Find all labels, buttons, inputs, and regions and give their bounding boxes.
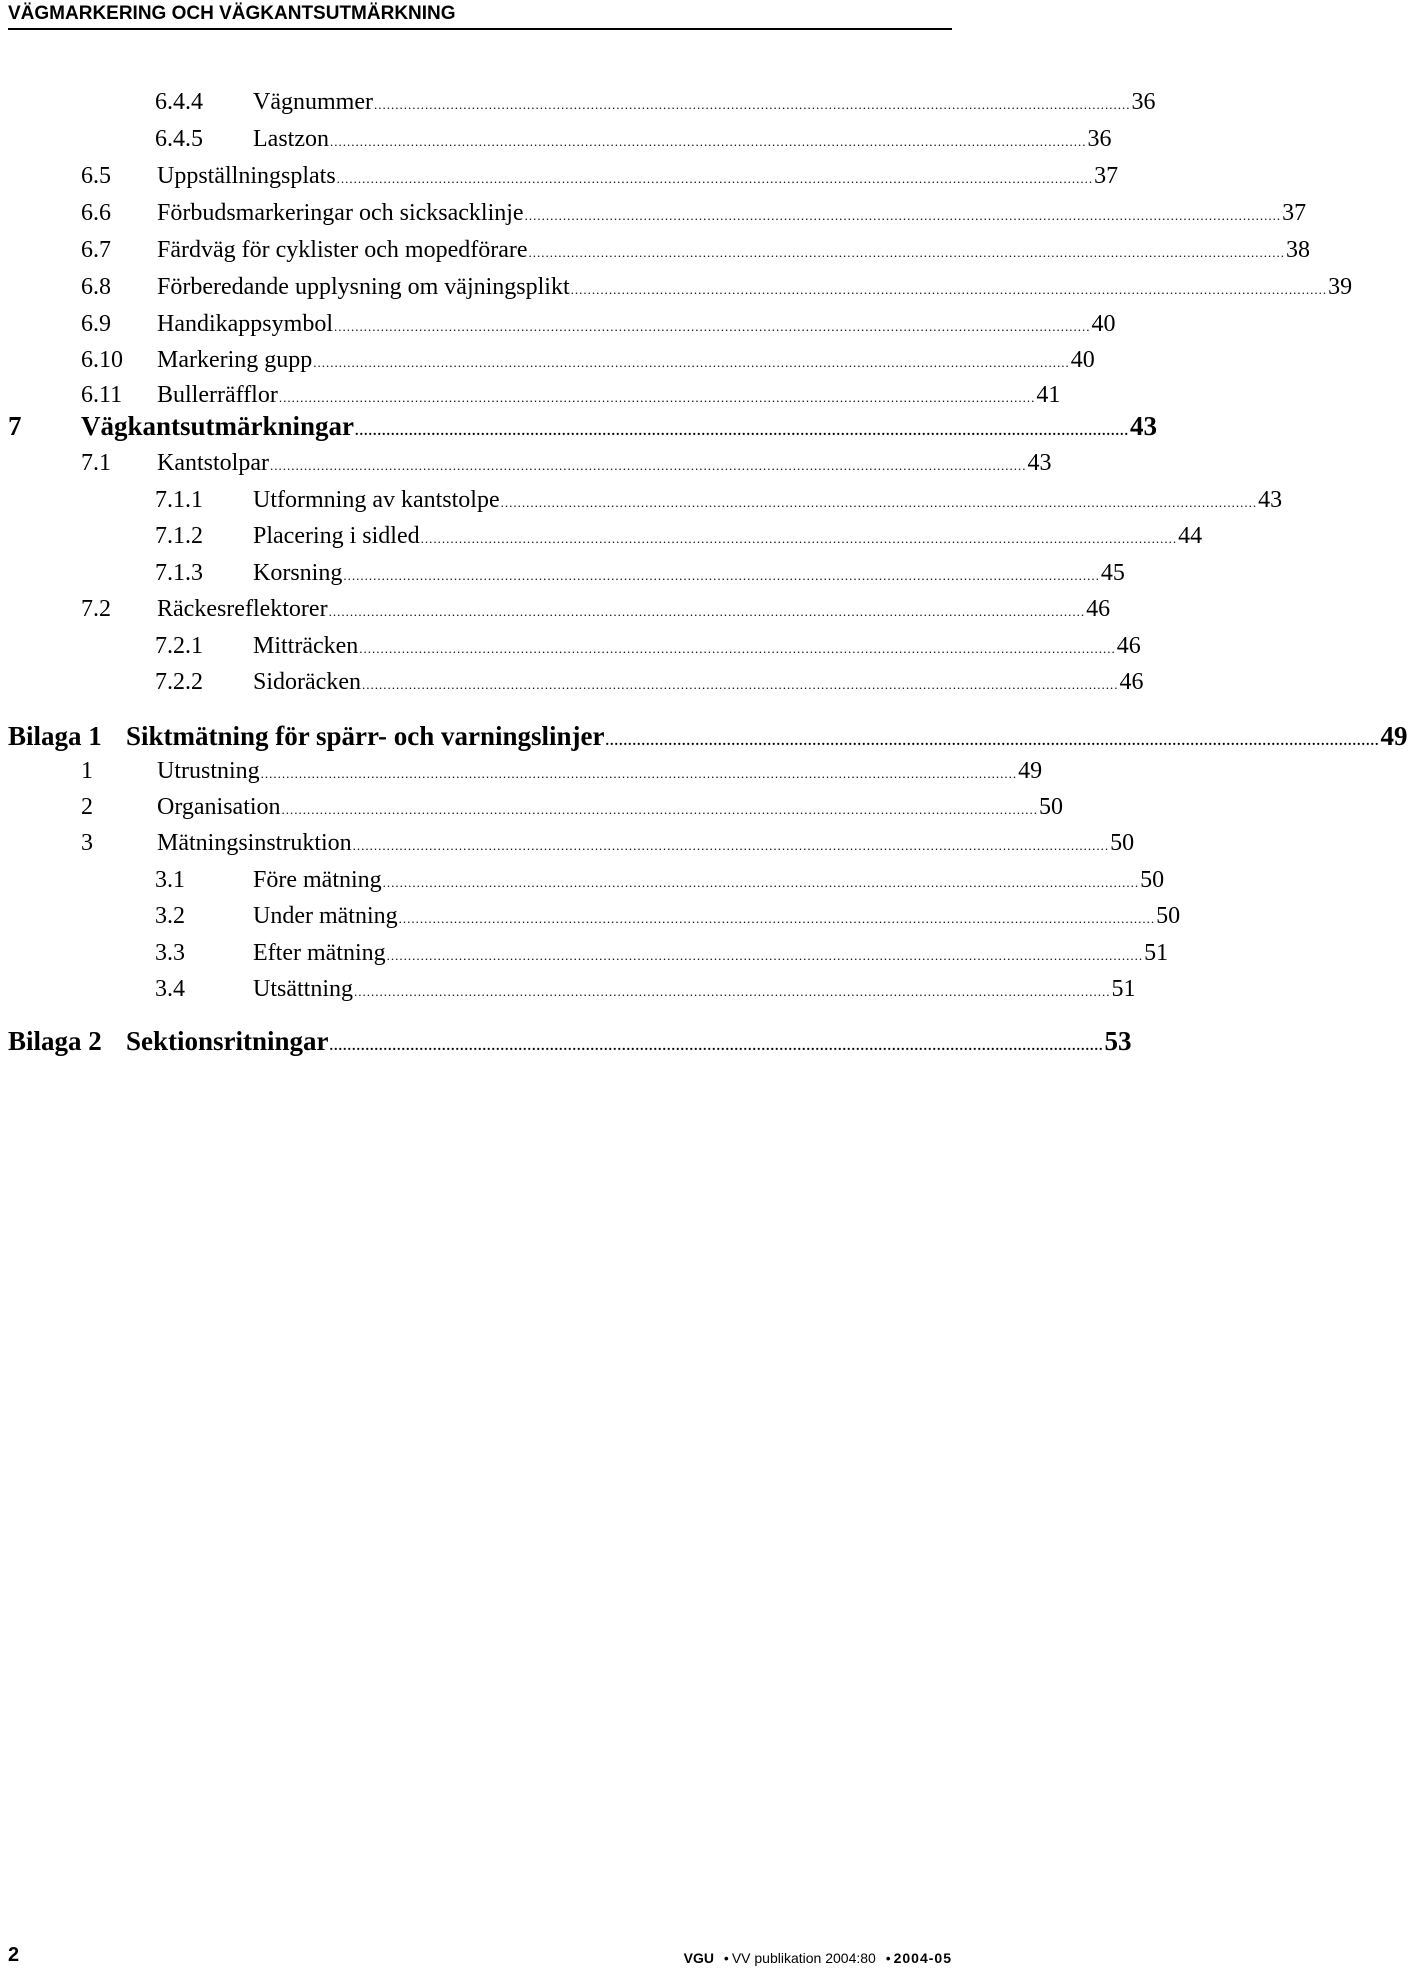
toc-entry[interactable] bbox=[155, 484, 1283, 516]
toc-entry-number: 2 bbox=[81, 794, 93, 820]
toc-entry-title: Utsättning bbox=[253, 976, 353, 1002]
toc-entry[interactable] bbox=[155, 864, 1165, 896]
dot-leader: .................................................................................................................................................................................. bbox=[528, 245, 1286, 260]
toc-entry-number: Bilaga 2 bbox=[8, 1026, 102, 1056]
toc-entry-page: 50 bbox=[1039, 794, 1064, 820]
toc-entry-number: 7.2 bbox=[81, 596, 111, 622]
dot-leader: ............................................................................................................................................................................ bbox=[355, 424, 1130, 439]
dot-leader: .................................................................................................................................................................................. bbox=[500, 495, 1258, 510]
publication-id: VV publikation 2004:80 bbox=[731, 1950, 876, 1966]
toc-entry[interactable] bbox=[81, 344, 1095, 376]
toc-entry-page: 41 bbox=[1036, 382, 1061, 408]
toc-entry[interactable] bbox=[155, 123, 1112, 155]
toc-entry[interactable] bbox=[155, 520, 1203, 552]
toc-entry-page: 53 bbox=[1104, 1026, 1132, 1056]
toc-entry-number: 7.2.2 bbox=[155, 669, 203, 695]
toc-entry-number: 6.6 bbox=[81, 200, 111, 226]
toc-entry[interactable] bbox=[155, 937, 1169, 969]
toc-entry-chapter[interactable] bbox=[8, 409, 1158, 443]
toc-entry-page: 36 bbox=[1131, 89, 1156, 115]
running-header: VÄGMARKERING OCH VÄGKANTSUTMÄRKNING bbox=[8, 0, 952, 30]
dot-leader: .................................................................................................................................................................................. bbox=[313, 355, 1070, 370]
toc-entry-title: Bullerräfflor bbox=[157, 382, 278, 408]
dot-leader: ............................................................................................................................................................................ bbox=[329, 1039, 1104, 1054]
toc-entry-page: 51 bbox=[1111, 976, 1136, 1002]
toc-entry[interactable] bbox=[155, 666, 1144, 698]
toc-entry[interactable] bbox=[81, 593, 1111, 625]
toc-entry-page: 49 bbox=[1018, 758, 1043, 784]
dot-leader: .................................................................................................................................................................................. bbox=[354, 984, 1111, 999]
toc-entry-number: 6.8 bbox=[81, 274, 111, 300]
toc-entry-number: 3.1 bbox=[155, 867, 185, 893]
dot-leader: ............................................................................................................................................................................ bbox=[605, 734, 1380, 749]
toc-entry[interactable] bbox=[155, 973, 1136, 1005]
toc-entry-number: 3.3 bbox=[155, 940, 185, 966]
toc-entry-title: Lastzon bbox=[253, 126, 329, 152]
toc-entry-number: 6.10 bbox=[81, 347, 123, 373]
toc-entry-page: 37 bbox=[1282, 200, 1307, 226]
toc-entry-title: Siktmätning för spärr- och varningslinjer bbox=[126, 721, 605, 751]
toc-entry-title: Efter mätning bbox=[253, 940, 386, 966]
dot-leader: .................................................................................................................................................................................. bbox=[329, 134, 1087, 149]
toc-entry[interactable] bbox=[81, 447, 1052, 479]
toc-entry-number: 1 bbox=[81, 758, 93, 784]
page-number: 2 bbox=[8, 1944, 20, 1966]
dot-leader: .................................................................................................................................................................................. bbox=[278, 390, 1036, 405]
series-label: VGU bbox=[683, 1950, 715, 1966]
dot-leader: .................................................................................................................................................................................. bbox=[260, 766, 1018, 781]
toc-entry-page: 37 bbox=[1094, 163, 1119, 189]
bullet-separator: • bbox=[885, 1950, 891, 1966]
toc-entry-page: 51 bbox=[1144, 940, 1169, 966]
toc-entry-title: Uppställningsplats bbox=[157, 163, 336, 189]
toc-entry-page: 46 bbox=[1119, 669, 1144, 695]
toc-entry[interactable] bbox=[81, 308, 1116, 340]
toc-entry-number: 6.4.4 bbox=[155, 89, 203, 115]
toc-entry[interactable] bbox=[81, 197, 1307, 229]
toc-entry-number: 3.2 bbox=[155, 903, 185, 929]
toc-entry-page: 40 bbox=[1091, 311, 1116, 337]
dot-leader: .................................................................................................................................................................................. bbox=[269, 458, 1027, 473]
dot-leader: .................................................................................................................................................................................. bbox=[359, 641, 1116, 656]
toc-entry-page: 44 bbox=[1178, 523, 1203, 549]
toc-entry[interactable] bbox=[81, 755, 1043, 787]
toc-entry-page: 50 bbox=[1156, 903, 1181, 929]
toc-entry-page: 36 bbox=[1087, 126, 1112, 152]
toc-entry[interactable] bbox=[155, 900, 1181, 932]
toc-entry-number: 6.4.5 bbox=[155, 126, 203, 152]
toc-entry-title: Mitträcken bbox=[253, 633, 359, 659]
toc-entry-title: Korsning bbox=[253, 560, 343, 586]
toc-entry-number: 3 bbox=[81, 830, 93, 856]
toc-entry[interactable] bbox=[81, 791, 1064, 823]
bullet-separator: • bbox=[723, 1950, 729, 1966]
toc-entry[interactable] bbox=[81, 379, 1061, 411]
toc-entry-number: 6.7 bbox=[81, 237, 111, 263]
toc-entry-page: 46 bbox=[1086, 596, 1111, 622]
toc-entry-number: 6.11 bbox=[81, 382, 123, 408]
dot-leader: .................................................................................................................................................................................. bbox=[343, 568, 1100, 583]
toc-entry-page: 50 bbox=[1140, 867, 1165, 893]
toc-entry-title: Förberedande upplysning om väjningsplikt bbox=[157, 274, 570, 300]
publication-footer bbox=[684, 1949, 952, 1967]
dot-leader: .................................................................................................................................................................................. bbox=[333, 319, 1091, 334]
toc-entry-page: 43 bbox=[1130, 411, 1158, 441]
toc-entry[interactable] bbox=[155, 630, 1141, 662]
toc-entry-number: 6.5 bbox=[81, 163, 111, 189]
toc-entry-title: Kantstolpar bbox=[157, 450, 269, 476]
toc-entry-page: 50 bbox=[1110, 830, 1135, 856]
toc-entry[interactable] bbox=[155, 557, 1125, 589]
toc-entry-title: Räckesreflektorer bbox=[157, 596, 328, 622]
publication-date: 2004-05 bbox=[893, 1950, 952, 1966]
toc-entry[interactable] bbox=[155, 86, 1156, 118]
toc-entry-appendix[interactable] bbox=[8, 719, 1408, 753]
toc-entry-title: Placering i sidled bbox=[253, 523, 420, 549]
dot-leader: .................................................................................................................................................................................. bbox=[524, 208, 1282, 223]
toc-entry-title: Under mätning bbox=[253, 903, 398, 929]
toc-entry-page: 46 bbox=[1116, 633, 1141, 659]
dot-leader: .................................................................................................................................................................................. bbox=[420, 531, 1178, 546]
dot-leader: .................................................................................................................................................................................. bbox=[352, 838, 1110, 853]
dot-leader: .................................................................................................................................................................................. bbox=[361, 677, 1119, 692]
dot-leader: .................................................................................................................................................................................. bbox=[398, 911, 1156, 926]
toc-entry-number: 7.1.2 bbox=[155, 523, 203, 549]
toc-entry-number: Bilaga 1 bbox=[8, 721, 102, 751]
toc-entry-number: 7.1.1 bbox=[155, 487, 203, 513]
toc-entry-title: Vägkantsutmärkningar bbox=[81, 411, 355, 441]
toc-entry-number: 7.1.3 bbox=[155, 560, 203, 586]
toc-entry[interactable] bbox=[81, 827, 1135, 859]
toc-entry-title: Handikappsymbol bbox=[157, 311, 333, 337]
toc-entry-title: Organisation bbox=[157, 794, 281, 820]
toc-entry-title: Markering gupp bbox=[157, 347, 313, 373]
dot-leader: .................................................................................................................................................................................. bbox=[570, 282, 1328, 297]
toc-entry-title: Utrustning bbox=[157, 758, 260, 784]
toc-entry-number: 7.2.1 bbox=[155, 633, 203, 659]
toc-entry-title: Sidoräcken bbox=[253, 669, 361, 695]
toc-entry-page: 38 bbox=[1286, 237, 1311, 263]
toc-entry-page: 39 bbox=[1328, 274, 1353, 300]
dot-leader: .................................................................................................................................................................................. bbox=[328, 604, 1086, 619]
toc-entry[interactable] bbox=[81, 234, 1311, 266]
toc-entry-page: 40 bbox=[1070, 347, 1095, 373]
toc-entry-title: Före mätning bbox=[253, 867, 382, 893]
toc-entry-title: Sektionsritningar bbox=[126, 1026, 329, 1056]
toc-entry[interactable] bbox=[81, 271, 1353, 303]
dot-leader: .................................................................................................................................................................................. bbox=[386, 948, 1144, 963]
toc-entry-number: 7 bbox=[8, 411, 22, 441]
dot-leader: .................................................................................................................................................................................. bbox=[382, 875, 1140, 890]
toc-entry-title: Färdväg för cyklister och mopedförare bbox=[157, 237, 528, 263]
toc-entry-page: 45 bbox=[1100, 560, 1125, 586]
toc-entry-page: 43 bbox=[1027, 450, 1052, 476]
dot-leader: .................................................................................................................................................................................. bbox=[281, 802, 1039, 817]
toc-entry-page: 49 bbox=[1380, 721, 1408, 751]
toc-entry-number: 6.9 bbox=[81, 311, 111, 337]
toc-entry[interactable] bbox=[81, 160, 1119, 192]
toc-entry-title: Vägnummer bbox=[253, 89, 373, 115]
toc-entry-title: Förbudsmarkeringar och sicksacklinje bbox=[157, 200, 524, 226]
toc-entry-page: 43 bbox=[1258, 487, 1283, 513]
toc-entry-appendix[interactable] bbox=[8, 1024, 1132, 1058]
dot-leader: .................................................................................................................................................................................. bbox=[373, 97, 1131, 112]
toc-entry-title: Utformning av kantstolpe bbox=[253, 487, 500, 513]
dot-leader: .................................................................................................................................................................................. bbox=[336, 171, 1094, 186]
toc-entry-number: 3.4 bbox=[155, 976, 185, 1002]
toc-entry-number: 7.1 bbox=[81, 450, 111, 476]
toc-entry-title: Mätningsinstruktion bbox=[157, 830, 352, 856]
